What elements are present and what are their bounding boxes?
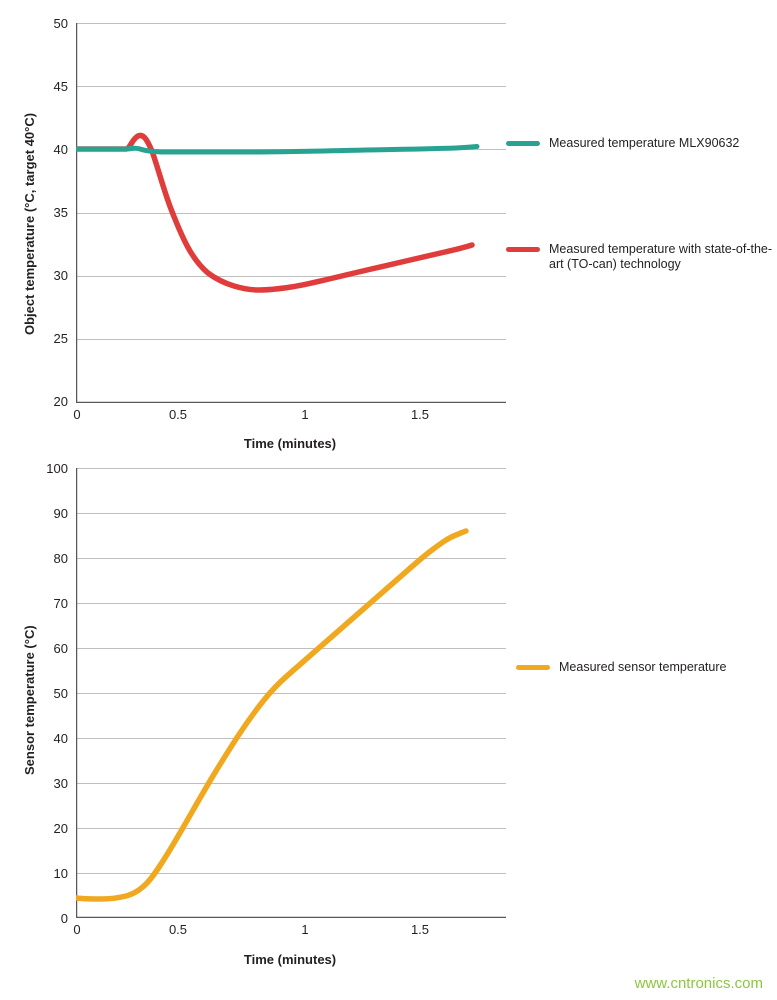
bottom-chart-ytick: 10 [53, 866, 68, 881]
top-chart-xtick: 0.5 [168, 407, 188, 422]
top-chart-xtick: 1 [301, 407, 309, 422]
top-chart-xtick: 1.5 [410, 407, 430, 422]
top-chart-ytick: 35 [53, 205, 68, 220]
legend-swatch-red [506, 247, 540, 252]
bottom-chart-ytick: 20 [53, 821, 68, 836]
bottom-chart-xtick: 0 [73, 922, 81, 937]
bottom-chart-xtick: 1.5 [410, 922, 430, 937]
legend-label-to-can: Measured temperature with state-of-the-art (TO-can) technology [549, 242, 773, 271]
top-chart-xtick: 0 [73, 407, 81, 422]
bottom-chart-xtick: 0.5 [168, 922, 188, 937]
top-chart-legend-item-mlx90632 [506, 136, 776, 151]
bottom-chart-ytick: 100 [46, 461, 68, 476]
top-chart-gridlines [76, 24, 506, 340]
sensor-temperature-figure [0, 455, 777, 1000]
top-chart-series-to-can [76, 135, 472, 290]
bottom-chart-ytick: 30 [53, 776, 68, 791]
bottom-chart-y-axis-title: Sensor temperature (°C) [22, 625, 37, 775]
top-chart-legend-item-to-can [506, 242, 776, 272]
legend-label-mlx90632: Measured temperature MLX90632 [549, 136, 740, 150]
bottom-chart-legend-item-sensor-temp [516, 660, 776, 675]
bottom-chart-ytick: 0 [60, 911, 68, 926]
bottom-chart-plot-area [76, 468, 506, 918]
top-chart-y-axis-title: Object temperature (°C, target 40°C) [22, 112, 37, 335]
bottom-chart-ytick: 90 [53, 506, 68, 521]
top-chart-plot-area [76, 23, 506, 403]
bottom-chart-series-sensor-temp [76, 531, 466, 899]
top-chart-ytick: 45 [53, 79, 68, 94]
bottom-chart-xtick: 1 [301, 922, 309, 937]
bottom-chart-ytick: 70 [53, 596, 68, 611]
legend-label-sensor-temp: Measured sensor temperature [559, 660, 727, 674]
top-chart-ytick: 20 [53, 394, 68, 409]
top-chart-ytick: 30 [53, 268, 68, 283]
object-temperature-figure [0, 0, 777, 460]
top-chart-ytick: 40 [53, 142, 68, 157]
top-chart-svg [76, 23, 506, 403]
top-chart-ytick: 25 [53, 331, 68, 346]
legend-swatch-teal [506, 141, 540, 146]
bottom-chart-ytick: 80 [53, 551, 68, 566]
bottom-chart-ytick: 40 [53, 731, 68, 746]
watermark-text: www.cntronics.com [634, 975, 763, 992]
bottom-chart-ytick: 60 [53, 641, 68, 656]
bottom-chart-svg [76, 468, 506, 918]
bottom-chart-ytick: 50 [53, 686, 68, 701]
bottom-chart-x-axis-title: Time (minutes) [243, 952, 337, 967]
legend-swatch-orange [516, 665, 550, 670]
top-chart-x-axis-title: Time (minutes) [243, 436, 337, 451]
top-chart-ytick: 50 [53, 16, 68, 31]
